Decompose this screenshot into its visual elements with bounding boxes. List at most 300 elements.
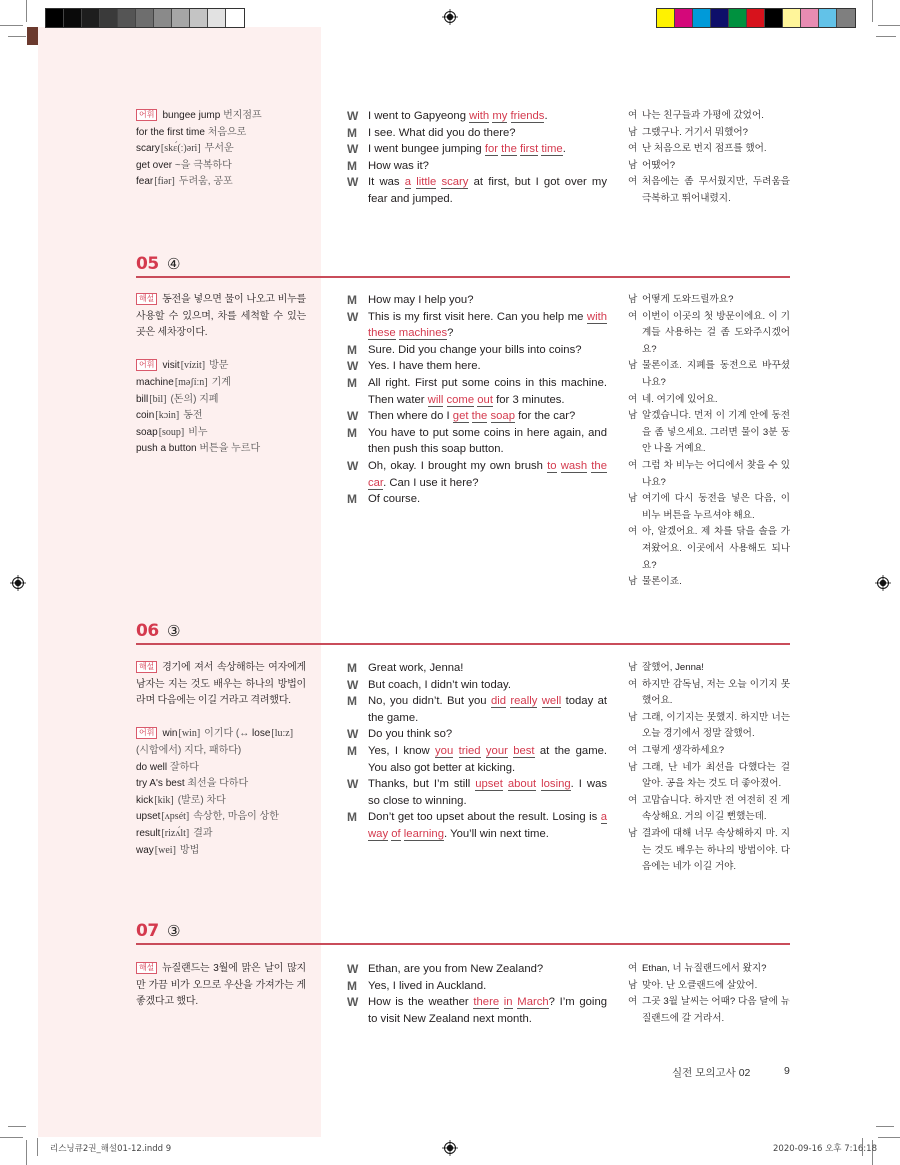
vocab-ipa: [ʌpsét] — [161, 811, 190, 823]
speaker-label: M — [347, 425, 357, 440]
registration-mark-icon — [875, 575, 891, 591]
translation-line — [628, 793, 790, 826]
vocab-meaning: 방문 — [209, 360, 229, 372]
vocab-term: try A's best — [136, 778, 185, 790]
translation-text: 처음에는 좀 무서웠지만, 두려움을 극복하고 뛰어내렸지. — [642, 176, 790, 204]
speaker-label: W — [347, 409, 359, 424]
blank-answer: there — [473, 996, 500, 1009]
speaker-label: W — [347, 309, 359, 324]
translation-text: 난 처음으로 번지 점프를 했어. — [642, 143, 767, 155]
blank-answer: really — [510, 695, 538, 708]
blank-answer: soap — [490, 410, 515, 423]
vocab-ipa: [fiər] — [154, 176, 175, 188]
color-swatch — [819, 9, 837, 27]
blank-answer: upset — [475, 778, 503, 791]
section-04-vocab — [136, 108, 306, 191]
color-swatch — [801, 9, 819, 27]
crop-mark — [8, 1126, 26, 1127]
dialog-line — [345, 677, 607, 694]
blank-answer: a — [404, 176, 412, 189]
translation-text: 물론이죠. 지폐를 동전으로 바꾸셨나요? — [642, 360, 790, 388]
color-swatch — [118, 9, 136, 27]
dialog-line — [345, 961, 607, 978]
vocab-term: get over — [136, 159, 173, 171]
dialog-text: How is the weather there in March? I’m going to visit New Zealand next month. — [368, 996, 608, 1025]
translation-line — [628, 125, 790, 142]
vocab-item — [136, 776, 306, 793]
crop-mark — [26, 0, 27, 22]
explanation-text: 동전을 넣으면 물이 나오고 비누를 사용할 수 있으며, 차를 세척할 수 있는 곳은 세차장이다. — [136, 294, 306, 339]
vocab-term: push a button — [136, 443, 197, 455]
dialog-text: Of course. — [368, 493, 421, 506]
dialog-text: Yes. I have them here. — [368, 360, 481, 373]
speaker-label: 여 — [628, 678, 638, 690]
dialog-text: I see. What did you do there? — [368, 126, 516, 139]
translation-text: 맞아. 난 오클랜드에 살았어. — [642, 979, 758, 991]
translation-line — [628, 978, 790, 995]
section-04-translation — [628, 108, 790, 208]
dialog-text: You have to put some coins in here again, and then push this soap button. — [368, 426, 607, 456]
vocab-ipa: [kik] — [154, 794, 174, 806]
translation-text: 하지만 감독님, 저는 오늘 이기지 못했어요. — [642, 678, 790, 707]
speaker-label: 여 — [628, 393, 638, 405]
dialog-text: I went bungee jumping for the first time. — [368, 143, 566, 156]
explain-badge: 해설 — [136, 962, 157, 974]
speaker-label: W — [347, 677, 359, 692]
slug-datetime: 2020-09-16 오후 7:16:18 — [773, 1144, 877, 1154]
speaker-label: 남 — [628, 662, 638, 673]
dialog-line — [345, 726, 607, 743]
vocab-term: soap — [136, 426, 158, 438]
color-swatch — [136, 9, 154, 27]
blank-answer: to — [547, 459, 557, 472]
vocab-item — [136, 425, 306, 442]
color-swatch — [783, 9, 801, 27]
vocab-meaning: 무서운 — [204, 143, 234, 155]
vocab-badge: 어휘 — [136, 727, 157, 739]
vocab-ipa: [skɛ́(ː)əri] — [160, 143, 201, 155]
speaker-label: M — [347, 158, 357, 173]
vocab-item — [136, 174, 306, 191]
translation-text: 나는 친구들과 가평에 갔었어. — [642, 110, 764, 121]
vocab-term: for the first time — [136, 126, 205, 138]
blank-answer: losing — [541, 778, 571, 791]
dialog-line — [345, 158, 607, 175]
question-number: 06 — [136, 621, 159, 641]
blank-answer: you — [435, 744, 454, 757]
section-07-translation — [628, 961, 790, 1027]
speaker-label: 여 — [628, 176, 638, 188]
speaker-label: 여 — [628, 310, 638, 322]
translation-text: 물론이죠. — [642, 576, 682, 588]
vocab-meaning: 기계 — [211, 376, 231, 388]
translation-line — [628, 309, 790, 359]
dialog-text: Sure. Did you change your bills into coins? — [368, 343, 582, 356]
section-05-notes — [136, 292, 306, 458]
vocab-meaning: 이기다 (↔ — [204, 728, 250, 740]
speaker-label: 남 — [628, 410, 638, 422]
blank-answer: best — [513, 744, 535, 757]
translation-line — [628, 994, 790, 1027]
speaker-label: 여 — [628, 963, 638, 974]
color-swatch — [172, 9, 190, 27]
chapter-tab — [27, 27, 38, 45]
dialog-line — [345, 743, 607, 776]
vocab-term: result — [136, 827, 161, 839]
vocab-item — [136, 843, 306, 860]
speaker-label: 여 — [628, 143, 638, 155]
vocab-item — [136, 358, 306, 375]
registration-mark-icon — [442, 1140, 458, 1156]
dialog-text: It was a little scary at first, but I got over my fear and jumped. — [368, 176, 607, 205]
translation-text: 어땠어? — [642, 159, 676, 171]
vocab-item — [136, 760, 306, 777]
blank-answer: friends — [510, 110, 545, 122]
vocab-ipa: [luːz] — [271, 728, 294, 740]
color-swatch — [226, 9, 244, 27]
vocab-term: visit — [162, 360, 180, 372]
blank-answer: will — [427, 393, 444, 406]
vocab-item — [136, 158, 306, 175]
color-swatch — [729, 9, 747, 27]
color-swatch — [46, 9, 64, 27]
blank-answer: wash — [560, 459, 588, 472]
translation-line — [628, 743, 790, 760]
page-number: 9 — [784, 1065, 790, 1077]
speaker-label: M — [347, 492, 357, 507]
vocab-ipa: [kɔin] — [155, 410, 180, 422]
vocab-item — [136, 108, 306, 125]
speaker-label: 남 — [628, 360, 638, 372]
crop-mark — [0, 25, 23, 26]
vocab-item — [136, 375, 306, 392]
blank-answer: with — [586, 310, 607, 323]
speaker-label: W — [347, 995, 359, 1010]
speaker-label: 여 — [628, 110, 638, 121]
blank-answer: learning — [403, 827, 444, 840]
vocab-ipa: [rizʌ́lt] — [161, 827, 190, 839]
vocab-item — [136, 125, 306, 142]
vocab-meaning: (발로) 차다 — [177, 794, 226, 806]
vocab-meaning: 결과 — [193, 827, 213, 839]
translation-text: 그렇게 생각하세요? — [642, 744, 725, 756]
translation-text: 결과에 대해 너무 속상해하지 마. 지는 것도 배우는 하나의 방법이야. 다음에는 네가 이길 거야. — [642, 827, 790, 873]
dialog-text: Great work, Jenna! — [368, 662, 464, 674]
explanation — [136, 292, 306, 342]
speaker-label: M — [347, 810, 357, 825]
speaker-label: 여 — [628, 526, 638, 538]
speaker-label: M — [347, 694, 357, 709]
blank-answer: your — [485, 744, 508, 757]
section-07-dialog — [345, 961, 607, 1027]
crop-mark — [8, 36, 26, 37]
dialog-line — [345, 375, 607, 408]
vocab-meaning: 번지점프 — [223, 110, 262, 121]
vocab-term: win — [162, 728, 178, 740]
blank-answer: get — [452, 410, 469, 423]
dialog-line — [345, 693, 607, 726]
color-swatch — [100, 9, 118, 27]
translation-line — [628, 358, 790, 391]
speaker-label: M — [347, 125, 357, 140]
dialog-line — [345, 994, 607, 1027]
translation-line — [628, 677, 790, 710]
dialog-text: Ethan, are you from New Zealand? — [368, 963, 544, 975]
vocab-list — [136, 760, 306, 860]
dialog-line — [345, 809, 607, 842]
color-swatch — [711, 9, 729, 27]
color-swatch — [657, 9, 675, 27]
blank-answer: tried — [458, 744, 481, 757]
dialog-line — [345, 309, 607, 342]
translation-text: 잘했어, Jenna! — [642, 662, 704, 673]
speaker-label: W — [347, 777, 359, 792]
section-06-notes — [136, 660, 306, 859]
crop-mark — [0, 1137, 23, 1138]
explanation-text: 경기에 져서 속상해하는 여자에게 남자는 지는 것도 배우는 하나의 방법이라며 다음에는 이길 거라고 격려했다. — [136, 662, 306, 707]
vocab-meaning: 속상한, 마음이 상한 — [193, 811, 279, 823]
dialog-line — [345, 174, 607, 207]
registration-mark-icon — [10, 575, 26, 591]
speaker-label: M — [347, 661, 357, 675]
vocab-item — [136, 793, 306, 810]
speaker-label: 남 — [628, 294, 638, 305]
blank-answer: little — [416, 176, 437, 189]
vocab-term: bungee jump — [162, 110, 221, 121]
blank-answer: did — [490, 695, 507, 708]
crop-mark — [878, 1137, 900, 1138]
speaker-label: 남 — [628, 493, 638, 505]
dialog-line — [345, 425, 607, 458]
section-07-header — [136, 921, 790, 945]
answer-mark: ③ — [167, 622, 181, 640]
explanation — [136, 660, 306, 710]
speaker-label: 남 — [628, 576, 638, 588]
color-swatch — [747, 9, 765, 27]
speaker-label: 여 — [628, 459, 638, 471]
speaker-label: 남 — [628, 761, 638, 773]
vocab-term: kick — [136, 794, 154, 806]
translation-text: 알겠습니다. 먼저 이 기계 안에 동전을 좀 넣으세요. 그러면 물이 3분 동안 나올 거예요. — [642, 410, 790, 455]
question-number: 05 — [136, 254, 159, 274]
dialog-text: This is my first visit here. Can you help me with these machines? — [368, 310, 607, 340]
section-05-translation — [628, 292, 790, 591]
translation-line — [628, 760, 790, 793]
translation-line — [628, 710, 790, 743]
vocab-term: scary — [136, 143, 160, 155]
vocab-ipa: [wei] — [154, 844, 176, 856]
translation-text: 이번이 이곳의 첫 방문이에요. 이 기계들 사용하는 걸 좀 도와주시겠어요? — [642, 310, 790, 355]
blank-answer: come — [446, 393, 475, 406]
translation-line — [628, 108, 790, 125]
blank-answer: of — [391, 827, 401, 840]
answer-mark: ④ — [167, 255, 181, 273]
vocab-meaning: 동전 — [183, 410, 203, 422]
vocab-item — [136, 441, 306, 458]
translation-line — [628, 574, 790, 591]
vocab-list — [136, 358, 306, 458]
dialog-line — [345, 458, 607, 491]
blank-answer: my — [492, 110, 508, 122]
dialog-line — [345, 358, 607, 375]
dialog-line — [345, 660, 607, 677]
vocab-ipa: [win] — [178, 728, 201, 740]
dialog-line — [345, 776, 607, 809]
explanation-text: 뉴질랜드는 3월에 맑은 날이 많지만 가끔 비가 오므로 우산을 가져가는 게 좋겠다고 했다. — [136, 963, 306, 1008]
blank-answer: way — [368, 827, 389, 840]
translation-line — [628, 458, 790, 491]
dialog-text: Yes, I know you tried your best at the game. You also got better at kicking. — [368, 744, 608, 774]
blank-answer: well — [541, 695, 562, 708]
crop-mark — [878, 25, 900, 26]
vocab-badge: 어휘 — [136, 109, 157, 121]
question-number: 07 — [136, 921, 159, 941]
speaker-label: 여 — [628, 996, 638, 1008]
blank-answer: the — [591, 459, 608, 472]
vocab-term: bill — [136, 393, 149, 405]
translation-line — [628, 158, 790, 175]
blank-answer: the — [471, 410, 488, 423]
crop-mark — [26, 1140, 27, 1165]
dialog-text: I went to Gapyeong with my friends. — [368, 110, 548, 122]
translation-line — [628, 292, 790, 309]
dialog-text: Then where do I get the soap for the car? — [368, 410, 576, 423]
dialog-text: Oh, okay. I brought my own brush to wash the car. Can I use it here? — [368, 459, 608, 489]
vocab-badge: 어휘 — [136, 359, 157, 371]
vocab-ipa: [məʃíːn] — [174, 376, 208, 388]
vocab-item — [136, 141, 306, 158]
dialog-text: No, you didn’t. But you did really well today at the game. — [368, 695, 608, 724]
translation-line — [628, 408, 790, 458]
vocab-meaning: ~을 극복하다 — [174, 159, 232, 171]
speaker-label: W — [347, 142, 359, 157]
vocab-meaning: 잘하다 — [169, 761, 199, 773]
crop-mark — [876, 36, 896, 37]
section-06-translation — [628, 660, 790, 876]
vocab-item — [136, 809, 306, 826]
translation-line — [628, 660, 790, 677]
translation-text: 그래, 난 네가 최선을 다했다는 걸 알아. 공을 차는 것도 더 좋아졌어. — [642, 761, 790, 790]
speaker-label: W — [347, 175, 359, 190]
translation-line — [628, 491, 790, 524]
vocab-item — [136, 726, 306, 743]
dialog-line — [345, 408, 607, 425]
dialog-text: But coach, I didn’t win today. — [368, 678, 511, 691]
section-04-dialog — [345, 108, 607, 208]
vocab-term: coin — [136, 410, 155, 422]
speaker-label: M — [347, 293, 357, 307]
dialog-text: Thanks, but I’m still upset about losing. I was so close to winning. — [368, 778, 608, 807]
blank-answer: car — [368, 476, 384, 489]
speaker-label: 남 — [628, 827, 638, 839]
translation-text: 네. 여기에 있어요. — [642, 393, 718, 405]
running-title: 실전 모의고사 02 — [672, 1067, 751, 1079]
speaker-label: 남 — [628, 126, 638, 138]
speaker-label: 남 — [628, 711, 638, 723]
dialog-text: Don’t get too upset about the result. Losing is a way of learning. You’ll win next time. — [368, 811, 607, 840]
translation-text: 아, 알겠어요. 제 차를 닦을 솔을 가져왔어요. 이곳에서 사용해도 되나요? — [642, 526, 790, 571]
dialog-text: All right. First put some coins in this machine. Then water will come out for 3 minutes. — [368, 376, 607, 406]
color-swatch — [208, 9, 226, 27]
color-swatch — [64, 9, 82, 27]
section-05-dialog — [345, 292, 607, 508]
dialog-line — [345, 978, 607, 995]
crop-mark — [37, 1138, 38, 1156]
translation-line — [628, 826, 790, 876]
translation-line — [628, 141, 790, 158]
speaker-label: 남 — [628, 159, 638, 171]
blank-answer: for — [484, 143, 499, 156]
color-swatch — [693, 9, 711, 27]
vocab-ipa: [soup] — [158, 426, 185, 438]
dialog-line — [345, 342, 607, 359]
dialog-line — [345, 141, 607, 158]
vocab-term: fear — [136, 176, 154, 188]
dialog-line — [345, 491, 607, 508]
speaker-label: 남 — [628, 979, 638, 991]
vocab-continuation: (시합에서) 지다, 패하다) — [136, 744, 242, 756]
speaker-label: M — [347, 375, 357, 390]
color-swatch — [837, 9, 855, 27]
crop-mark — [876, 1126, 894, 1127]
color-swatch — [82, 9, 100, 27]
vocab-meaning: 최선을 다하다 — [187, 778, 249, 790]
vocab-item — [136, 392, 306, 409]
blank-answer: March — [517, 996, 549, 1009]
speaker-label: W — [347, 458, 359, 473]
vocab-item — [136, 408, 306, 425]
section-06-dialog — [345, 660, 607, 843]
blank-answer: in — [503, 996, 513, 1009]
color-swatch — [675, 9, 693, 27]
speaker-label: 여 — [628, 794, 638, 806]
dialog-line — [345, 108, 607, 125]
speaker-label: W — [347, 962, 359, 976]
speaker-label: W — [347, 727, 359, 742]
section-06-header — [136, 621, 790, 645]
translation-line — [628, 392, 790, 409]
blank-answer: scary — [441, 176, 469, 189]
dialog-text: Yes, I lived in Auckland. — [368, 979, 487, 992]
dialog-text: How was it? — [368, 159, 429, 172]
section-07-notes — [136, 961, 306, 1011]
slug-filename: 리스닝큐2권_해설01-12.indd 9 — [50, 1144, 172, 1154]
speaker-label: M — [347, 978, 357, 993]
blank-answer: with — [469, 110, 490, 122]
translation-line — [628, 961, 790, 978]
dialog-text: Do you think so? — [368, 728, 453, 741]
speaker-label: W — [347, 359, 359, 374]
registration-mark-icon — [442, 9, 458, 25]
translation-text: 그곳 3월 날씨는 어때? 다음 달에 뉴질랜드에 갈 거라서. — [642, 996, 790, 1024]
translation-line — [628, 524, 790, 574]
translation-line — [628, 174, 790, 207]
explain-badge: 해설 — [136, 661, 157, 673]
translation-text: 여기에 다시 동전을 넣은 다음, 이 비누 버튼을 누르셔야 해요. — [642, 493, 790, 521]
blank-answer: the — [501, 143, 517, 156]
color-swatch — [154, 9, 172, 27]
gray-color-bar — [45, 8, 245, 28]
explanation — [136, 961, 306, 1011]
vocab-meaning: 두려움, 공포 — [178, 176, 233, 188]
translation-text: 어떻게 도와드릴까요? — [642, 294, 734, 305]
vocab-term: upset — [136, 811, 161, 823]
blank-answer: machines — [398, 327, 448, 340]
translation-text: 그래, 이기지는 못했지. 하지만 너는 오늘 경기에서 정말 잘했어. — [642, 711, 790, 740]
translation-text: 고맙습니다. 하지만 전 여전히 진 게 속상해요. 거의 이길 뻔했는데. — [642, 794, 790, 823]
translation-text: Ethan, 너 뉴질랜드에서 왔지? — [642, 963, 767, 974]
vocab-term: machine — [136, 376, 174, 388]
